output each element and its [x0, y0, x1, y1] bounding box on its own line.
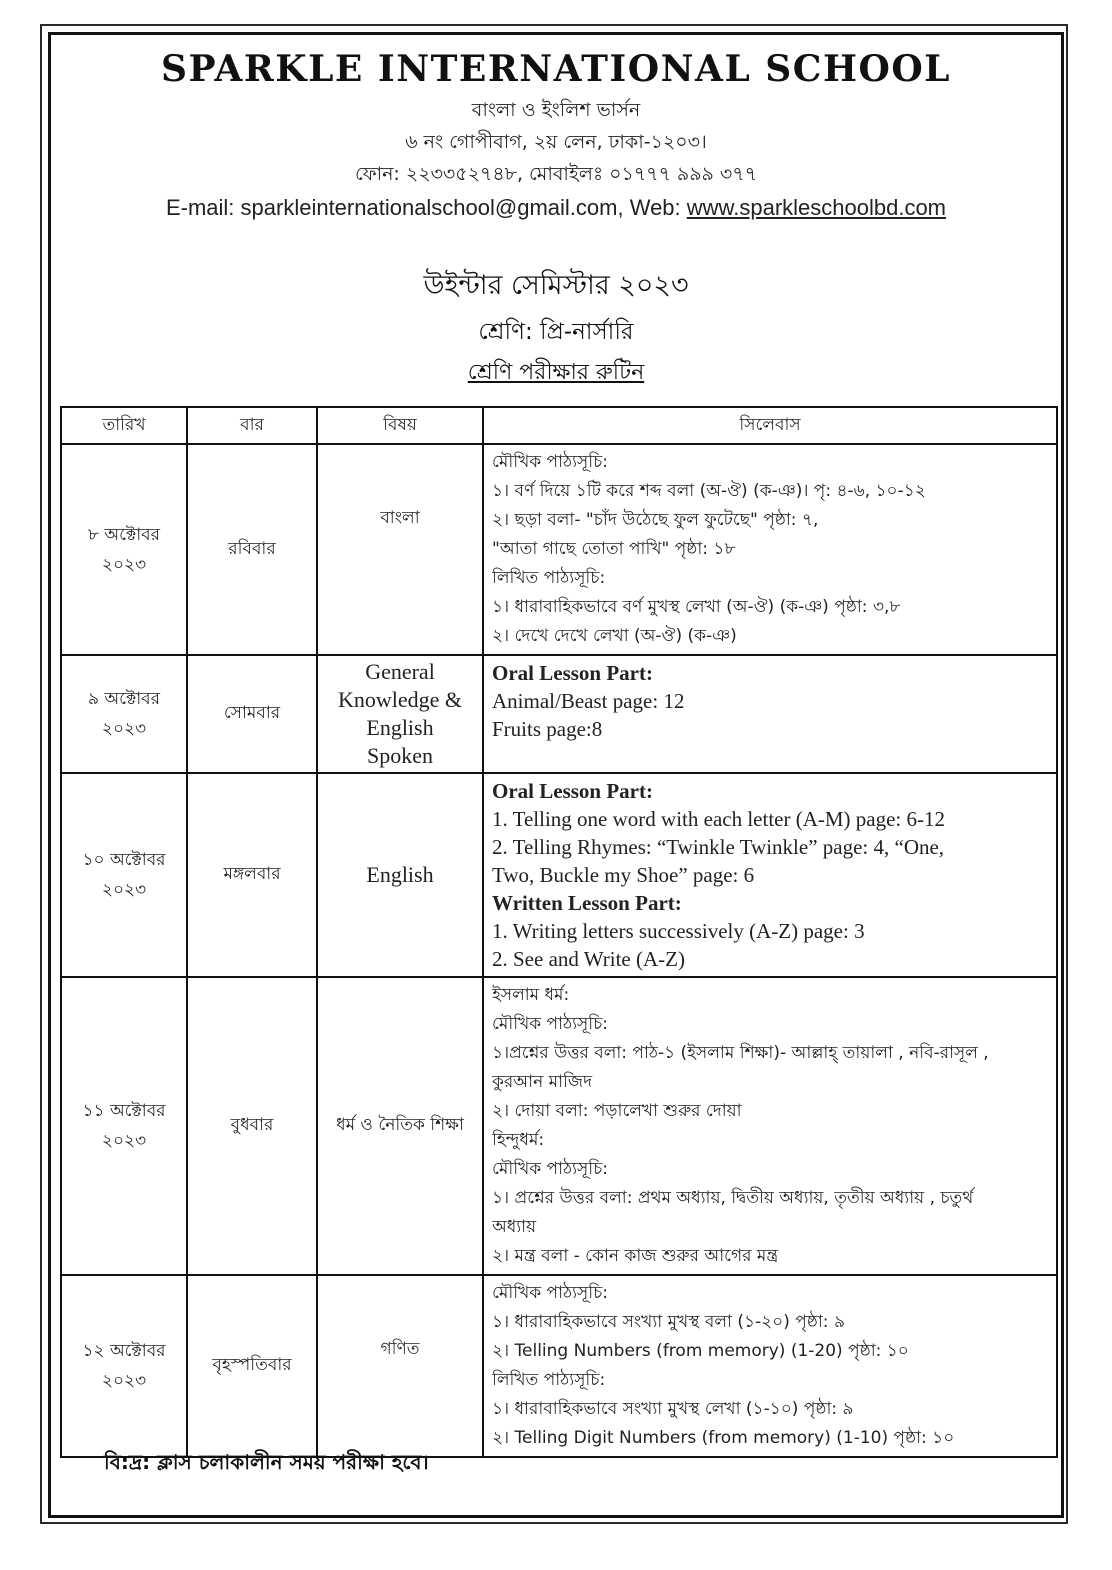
- day-cell: বৃহস্পতিবার: [187, 1275, 317, 1457]
- syllabus-heading: Written Lesson Part:: [492, 891, 682, 915]
- syllabus-line: Animal/Beast page: 12: [492, 689, 685, 713]
- day-cell: রবিবার: [187, 444, 317, 655]
- day-cell: বুধবার: [187, 977, 317, 1275]
- subject-cell: English: [317, 773, 483, 977]
- date-cell: [61, 1275, 187, 1457]
- date-day-month: ১০ অক্টোবর: [82, 850, 166, 870]
- syllabus-line: Fruits page:8: [492, 717, 603, 741]
- syllabus-line: মৌখিক পাঠ্যসূচি:: [492, 452, 609, 472]
- address-line: ৬ নং গোপীবাগ, ২য় লেন, ঢাকা-১২০৩।: [405, 131, 707, 153]
- table-row: [61, 1275, 1057, 1457]
- syllabus-line: Two, Buckle my Shoe” page: 6: [492, 863, 755, 887]
- phone-line: ফোন: ২২৩৩৫২৭৪৮, মোবাইলঃ ০১৭৭৭ ৯৯৯ ৩৭৭: [354, 163, 757, 185]
- version-line: বাংলা ও ইংলিশ ভার্সন: [471, 99, 641, 121]
- table-row: [61, 773, 1057, 977]
- subject-line: English: [366, 715, 434, 740]
- contact-line: [48, 190, 1064, 226]
- syllabus-line: 1. Writing letters successively (A-Z) page: 3: [492, 919, 865, 943]
- column-header-date: তারিখ: [61, 407, 187, 444]
- syllabus-line: 2. See and Write (A-Z): [492, 947, 685, 971]
- syllabus-line: "আতা গাছে তোতা পাখি" পৃষ্ঠা: ১৮: [492, 539, 736, 559]
- subject-line: Spoken: [367, 743, 433, 768]
- document-titles: [48, 262, 1064, 392]
- date-day-month: ৯ অক্টোবর: [88, 689, 160, 709]
- syllabus-cell: [483, 977, 1057, 1275]
- syllabus-line: অধ্যায়: [492, 1217, 537, 1237]
- school-header: [48, 44, 1064, 226]
- exam-routine-table: [60, 406, 1058, 1458]
- syllabus-line: ১।প্রশ্নের উত্তর বলা: পাঠ-১ (ইসলাম শিক্ষা)- আল্লাহ্ তায়ালা , নবি-রাসূল ,: [492, 1043, 989, 1063]
- routine-title: শ্রেণি পরীক্ষার রুটিন: [467, 360, 645, 385]
- website-link[interactable]: www.sparkleschoolbd.com: [686, 195, 947, 220]
- day-cell: মঙ্গলবার: [187, 773, 317, 977]
- email-text: E-mail: sparkleinternationalschool@gmail.com, Web:: [165, 195, 687, 220]
- subject-cell: [317, 655, 483, 773]
- subject-cell: বাংলা: [317, 444, 483, 655]
- syllabus-line: ২। দোয়া বলা: পড়ালেখা শুরুর দোয়া: [492, 1101, 742, 1121]
- syllabus-line: মৌখিক পাঠ্যসূচি:: [492, 1159, 609, 1179]
- syllabus-line: ১। বর্ণ দিয়ে ১টি করে শব্দ বলা (অ-ঔ) (ক-ঞ)। পৃ: ৪-৬, ১০-১২: [492, 481, 926, 501]
- subject-line: General: [365, 659, 435, 684]
- date-cell: [61, 444, 187, 655]
- syllabus-line: ১। প্রশ্নের উত্তর বলা: প্রথম অধ্যায়, দ্বিতীয় অধ্যায়, তৃতীয় অধ্যায় , চতুর্থ: [492, 1188, 974, 1208]
- date-day-month: ১২ অক্টোবর: [82, 1341, 166, 1361]
- syllabus-heading: Oral Lesson Part:: [492, 661, 653, 685]
- table-row: [61, 977, 1057, 1275]
- syllabus-cell: [483, 1275, 1057, 1457]
- date-year: ২০২৩: [101, 880, 147, 900]
- syllabus-line: 2. Telling Rhymes: “Twinkle Twinkle” page: 4, “One,: [492, 835, 945, 859]
- class-title: শ্রেণি: প্রি-নার্সারি: [478, 319, 634, 345]
- column-header-syllabus: সিলেবাস: [483, 407, 1057, 444]
- date-cell: [61, 977, 187, 1275]
- syllabus-line: ইসলাম ধর্ম:: [492, 985, 570, 1005]
- date-year: ২০২৩: [101, 1131, 147, 1151]
- syllabus-line: ২। দেখে দেখে লেখা (অ-ঔ) (ক-ঞ): [492, 626, 737, 646]
- column-header-subject: বিষয়: [317, 407, 483, 444]
- subject-line: Knowledge &: [337, 687, 463, 712]
- school-name: SPARKLE INTERNATIONAL SCHOOL: [160, 48, 951, 90]
- syllabus-line: ২। ছড়া বলা- "চাঁদ উঠেছে ফুল ফুটেছে" পৃষ্ঠা: ৭,: [492, 510, 819, 530]
- column-header-day: বার: [187, 407, 317, 444]
- syllabus-cell: [483, 773, 1057, 977]
- syllabus-line: লিখিত পাঠ্যসূচি:: [492, 568, 606, 588]
- day-cell: সোমবার: [187, 655, 317, 773]
- date-year: ২০২৩: [101, 1371, 147, 1391]
- footnote: বি:দ্র: ক্লাস চলাকালীন সময় পরীক্ষা হবে।: [104, 1450, 429, 1474]
- semester-title: উইন্টার সেমিস্টার ২০২৩: [423, 270, 689, 301]
- syllabus-line: কুরআন মাজিদ: [492, 1072, 592, 1092]
- syllabus-heading: Oral Lesson Part:: [492, 779, 653, 803]
- table-header-row: [61, 407, 1057, 444]
- syllabus-line: 1. Telling one word with each letter (A-M) page: 6-12: [492, 807, 946, 831]
- date-day-month: ৮ অক্টোবর: [88, 524, 160, 545]
- syllabus-line: ১। ধারাবাহিকভাবে সংখ্যা মুখস্থ বলা (১-২০) পৃষ্ঠা: ৯: [492, 1312, 845, 1332]
- syllabus-line: ২। মন্ত্র বলা - কোন কাজ শুরুর আগের মন্ত্র: [492, 1246, 779, 1266]
- syllabus-cell: [483, 655, 1057, 773]
- syllabus-line: মৌখিক পাঠ্যসূচি:: [492, 1014, 609, 1034]
- syllabus-line: লিখিত পাঠ্যসূচি:: [492, 1370, 606, 1390]
- date-day-month: ১১ অক্টোবর: [82, 1101, 166, 1121]
- date-cell: [61, 655, 187, 773]
- syllabus-cell: [483, 444, 1057, 655]
- subject-cell: গণিত: [317, 1275, 483, 1457]
- syllabus-line: ২। Telling Digit Numbers (from memory) (1-10) পৃষ্ঠা: ১০: [492, 1428, 955, 1448]
- subject-cell: ধর্ম ও নৈতিক শিক্ষা: [317, 977, 483, 1275]
- date-cell: [61, 773, 187, 977]
- date-year: ২০২৩: [101, 719, 147, 739]
- syllabus-line: ১। ধারাবাহিকভাবে বর্ণ মুখস্থ লেখা (অ-ঔ) (ক-ঞ) পৃষ্ঠা: ৩,৮: [492, 597, 901, 617]
- syllabus-line: ২। Telling Numbers (from memory) (1-20) পৃষ্ঠা: ১০: [492, 1341, 909, 1361]
- syllabus-line: হিন্দুধর্ম:: [492, 1130, 545, 1150]
- syllabus-line: ১। ধারাবাহিকভাবে সংখ্যা মুখস্থ লেখা (১-১০) পৃষ্ঠা: ৯: [492, 1399, 854, 1419]
- syllabus-line: মৌখিক পাঠ্যসূচি:: [492, 1283, 609, 1303]
- date-year: ২০২৩: [101, 554, 147, 575]
- table-row: [61, 655, 1057, 773]
- table-row: [61, 444, 1057, 655]
